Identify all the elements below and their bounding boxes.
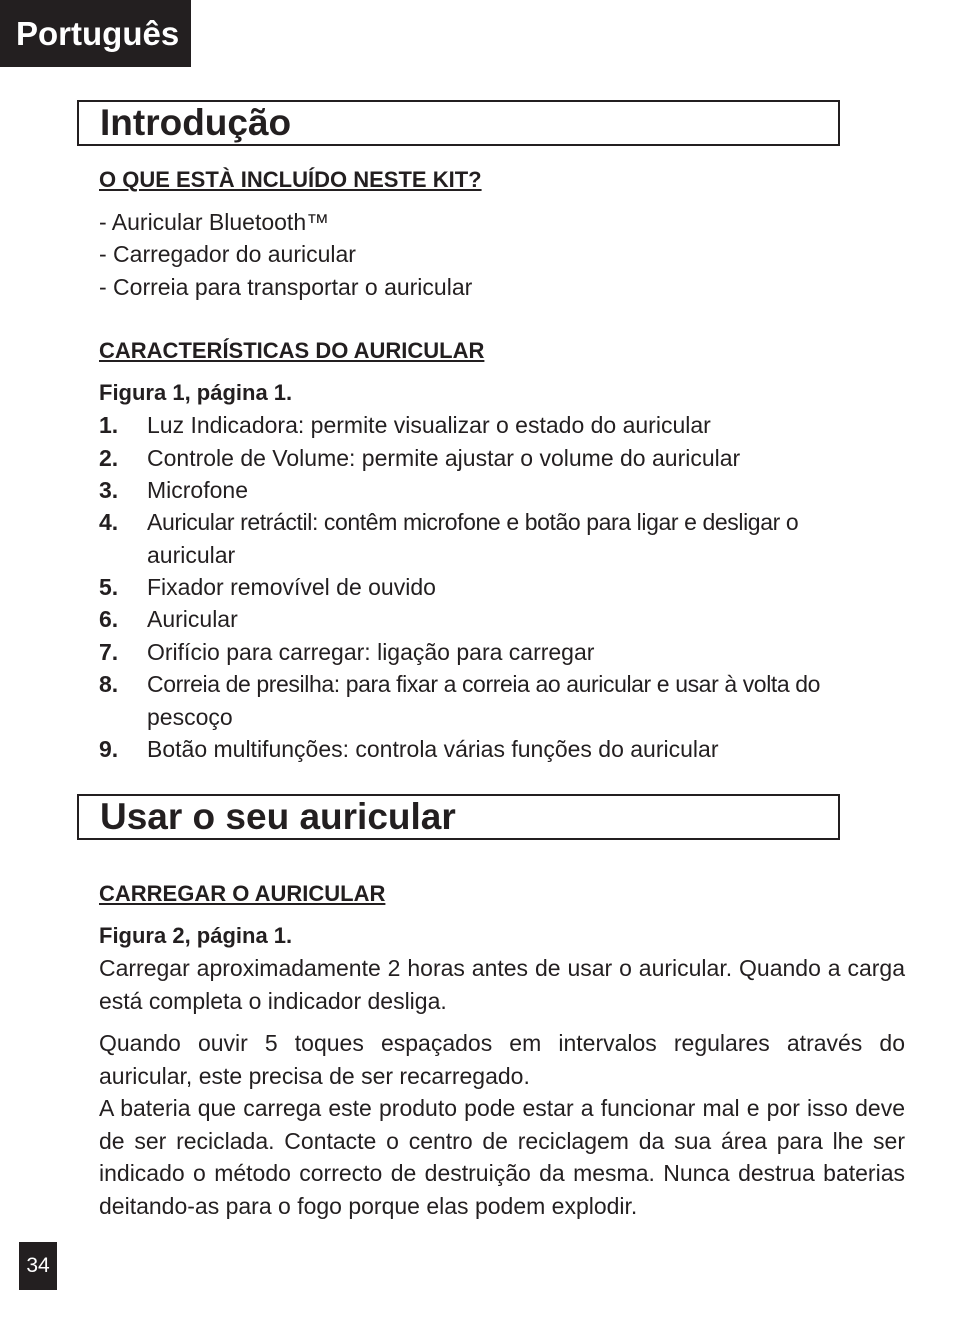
feature-text: Botão multifunções: controla várias funções do auricular xyxy=(147,736,719,762)
feature-text: Microfone xyxy=(147,477,248,503)
feature-text: Controle de Volume: permite ajustar o volume do auricular xyxy=(147,445,741,471)
charging-heading: CARREGAR O AURICULAR xyxy=(99,881,386,906)
charging-figure-ref: Figura 2, página 1. xyxy=(99,923,293,948)
feature-number: 1. xyxy=(99,412,119,438)
feature-number: 5. xyxy=(99,574,119,600)
feature-number: 3. xyxy=(99,477,119,503)
battery-paragraph: A bateria que carrega este produto pode estar a funcionar mal e por isso deve de ser reciclada. Contacte o centro de reciclagem da sua área para lhe ser indicado o método correcto de destruição da mesma. Nunca destrua baterias deitando-as para o fogo porque elas podem explodir. xyxy=(99,1095,905,1219)
feature-number: 7. xyxy=(99,639,119,665)
feature-text-continued: pescoço xyxy=(147,704,233,730)
feature-number: 4. xyxy=(99,509,119,535)
feature-text: Fixador removível de ouvido xyxy=(147,574,436,600)
feature-text-continued: auricular xyxy=(147,542,236,568)
feature-text: Orifício para carregar: ligação para carregar xyxy=(147,639,595,665)
page-number-label: 34 xyxy=(26,1254,50,1277)
feature-number: 8. xyxy=(99,671,119,697)
kit-item: - Carregador do auricular xyxy=(99,241,356,267)
section-title-usar: Usar o seu auricular xyxy=(77,794,840,840)
charging-paragraph: Carregar aproximadamente 2 horas antes de usar o auricular. Quando a carga está completa o indicador desliga. xyxy=(99,955,905,1014)
language-tab xyxy=(0,0,191,67)
section-title-introducao: Introdução xyxy=(77,100,840,146)
feature-text: Correia de presilha: para fixar a correia ao auricular e usar à volta do xyxy=(147,671,821,697)
charging-paragraph: Quando ouvir 5 toques espaçados em intervalos regulares através do auricular, este precisa de ser recarregado. xyxy=(99,1030,905,1089)
kit-item: - Correia para transportar o auricular xyxy=(99,274,473,300)
feature-text: Auricular xyxy=(147,606,238,632)
feature-number: 6. xyxy=(99,606,119,632)
kit-heading: O QUE ESTÀ INCLUÍDO NESTE KIT? xyxy=(99,167,482,192)
page-number xyxy=(19,1242,57,1290)
kit-item: - Auricular Bluetooth™ xyxy=(99,209,330,235)
feature-text: Auricular retráctil: contêm microfone e botão para ligar e desligar o xyxy=(147,509,799,535)
features-heading: CARACTERÍSTICAS DO AURICULAR xyxy=(99,338,485,363)
language-label: Português xyxy=(16,14,180,52)
feature-number: 2. xyxy=(99,445,119,471)
features-figure-ref: Figura 1, página 1. xyxy=(99,380,293,405)
feature-number: 9. xyxy=(99,736,119,762)
feature-text: Luz Indicadora: permite visualizar o estado do auricular xyxy=(147,412,711,438)
